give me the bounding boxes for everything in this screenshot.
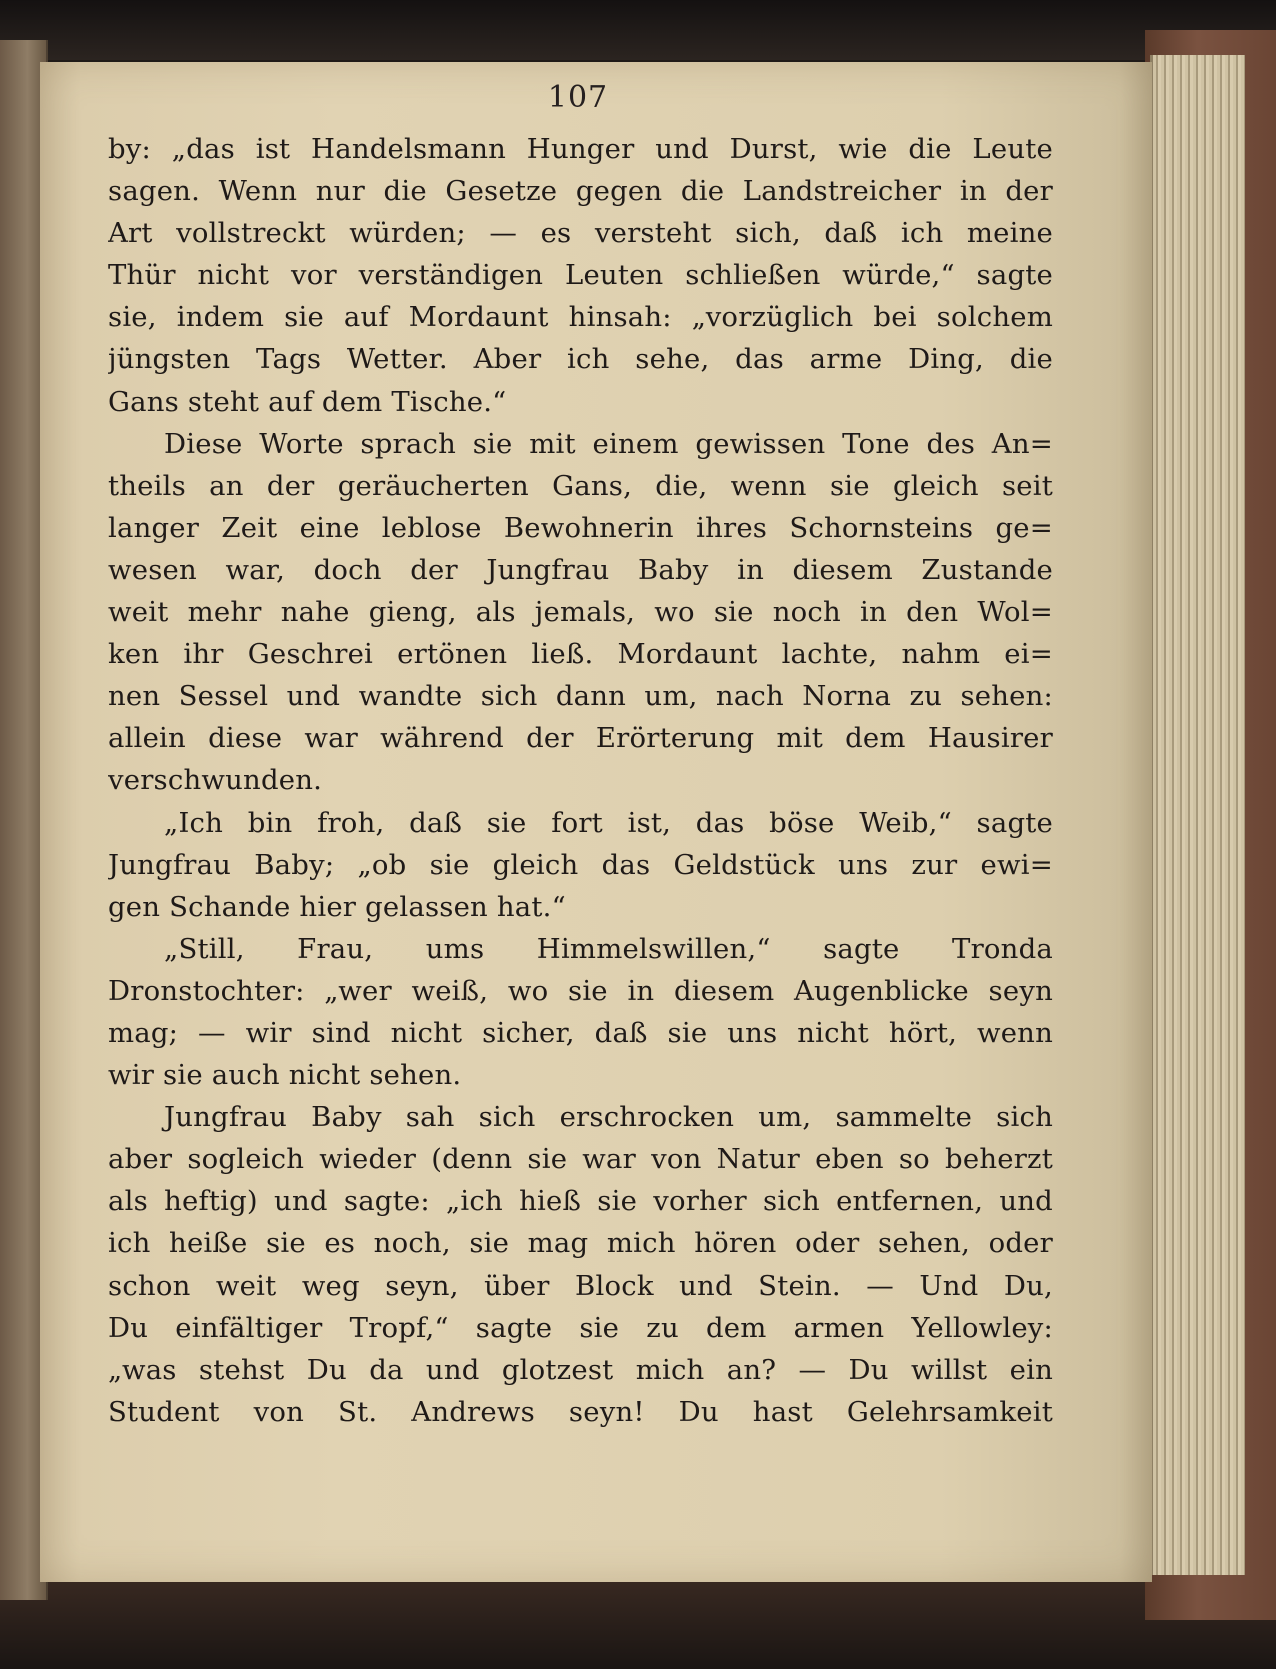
- text-line: by: „das ist Handelsmann Hunger und Durst, wie die Leute: [108, 133, 1053, 165]
- text-line: wesen war, doch der Jungfrau Baby in diesem Zustande: [108, 553, 1053, 586]
- text-line: Jungfrau Baby; „ob sie gleich das Geldstück uns zur ewi=: [108, 848, 1053, 881]
- text-line: ken ihr Geschrei ertönen ließ. Mordaunt lachte, nahm ei=: [108, 638, 1053, 671]
- text-line: Art vollstreckt würden; — es versteht sich, daß ich meine: [108, 217, 1053, 250]
- text-line: sagen. Wenn nur die Gesetze gegen die Landstreicher in der: [108, 175, 1053, 208]
- text-line: aber sogleich wieder (denn sie war von Natur eben so beherzt: [108, 1143, 1053, 1176]
- text-line: verschwunden.: [108, 764, 323, 797]
- text-line: theils an der geräucherten Gans, die, wenn sie gleich seit: [108, 469, 1053, 502]
- text-line: nen Sessel und wandte sich dann um, nach Norna zu sehen:: [108, 680, 1053, 713]
- text-line: als heftig) und sagte: „ich hieß sie vorher sich entfernen, und: [108, 1185, 1053, 1218]
- body-text: [108, 128, 1053, 1433]
- text-line: Student von St. Andrews seyn! Du hast Gelehrsamkeit: [108, 1395, 1053, 1428]
- text-line: weit mehr nahe gieng, als jemals, wo sie noch in den Wol=: [108, 596, 1053, 629]
- text-line: „Ich bin froh, daß sie fort ist, das böse Weib,“ sagte: [164, 806, 1053, 839]
- text-line: Diese Worte sprach sie mit einem gewissen Tone des An=: [164, 427, 1053, 460]
- text-line: Jungfrau Baby sah sich erschrocken um, sammelte sich: [164, 1101, 1053, 1134]
- text-line: Gans steht auf dem Tische.“: [108, 385, 507, 418]
- text-line: „was stehst Du da und glotzest mich an? — Du willst ein: [108, 1353, 1053, 1386]
- text-line: allein diese war während der Erörterung mit dem Hausirer: [108, 722, 1053, 755]
- text-line: „Still, Frau, ums Himmelswillen,“ sagte Tronda: [164, 932, 1053, 965]
- page-stack-edges: [1150, 55, 1245, 1575]
- text-line: sie, indem sie auf Mordaunt hinsah: „vorzüglich bei solchem: [108, 301, 1053, 334]
- text-line: schon weit weg seyn, über Block und Stein. — Und Du,: [108, 1269, 1053, 1302]
- background-top: [0, 0, 1276, 60]
- text-line: jüngsten Tags Wetter. Aber ich sehe, das arme Ding, die: [108, 343, 1053, 376]
- text-line: gen Schande hier gelassen hat.“: [108, 890, 566, 923]
- text-line: Du einfältiger Tropf,“ sagte sie zu dem armen Yellowley:: [108, 1311, 1053, 1344]
- page-number: 107: [547, 80, 609, 115]
- text-line: wir sie auch nicht sehen.: [108, 1059, 462, 1092]
- text-line: Thür nicht vor verständigen Leuten schließen würde,“ sagte: [108, 259, 1053, 292]
- text-line: langer Zeit eine leblose Bewohnerin ihres Schornsteins ge=: [108, 511, 1053, 544]
- text-line: Dronstochter: „wer weiß, wo sie in diesem Augenblicke seyn: [108, 974, 1053, 1007]
- text-line: mag; — wir sind nicht sicher, daß sie uns nicht hört, wenn: [108, 1016, 1053, 1049]
- background-bottom: [0, 1574, 1276, 1669]
- text-line: ich heiße sie es noch, sie mag mich hören oder sehen, oder: [108, 1227, 1053, 1260]
